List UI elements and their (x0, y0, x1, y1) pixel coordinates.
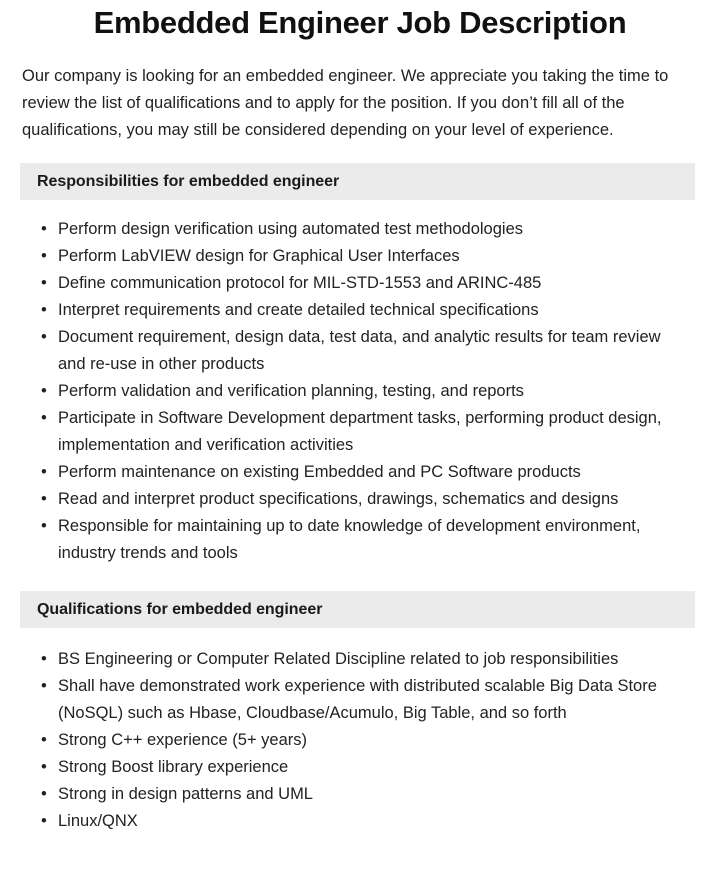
list-item-text: Responsible for maintaining up to date knowledge of development environment, industry trends and tools (58, 517, 641, 562)
list-item (0, 378, 720, 405)
list-item (0, 781, 720, 808)
bullet-icon: • (41, 463, 47, 481)
list-item-text: Participate in Software Development department tasks, performing product design, implementation and verification activities (58, 409, 662, 454)
list-item (0, 459, 720, 486)
bullet-icon: • (41, 677, 47, 695)
bullet-icon: • (41, 650, 47, 668)
section-heading-label: Responsibilities for embedded engineer (37, 172, 340, 190)
list-item-text: Document requirement, design data, test data, and analytic results for team review and re-use in other products (58, 328, 661, 373)
list-item (0, 243, 720, 270)
bullet-icon: • (41, 409, 47, 427)
list-item-text: Perform maintenance on existing Embedded and PC Software products (58, 463, 581, 481)
bullet-icon: • (41, 328, 47, 346)
list-item (0, 216, 720, 243)
list-item-text: Perform design verification using automated test methodologies (58, 220, 524, 238)
list-item-text: Strong C++ experience (5+ years) (58, 731, 308, 749)
list-item-text: Linux/QNX (58, 812, 138, 830)
list-item (0, 297, 720, 324)
list-item (0, 486, 720, 513)
list-item (0, 646, 720, 673)
section-header-qualifications (20, 591, 695, 628)
bullet-icon: • (41, 785, 47, 803)
list-item-text: Interpret requirements and create detailed technical specifications (58, 301, 539, 319)
list-item (0, 270, 720, 297)
bullet-icon: • (41, 731, 47, 749)
bullet-icon: • (41, 274, 47, 292)
list-item (0, 673, 720, 727)
list-item-text: Strong in design patterns and UML (58, 785, 313, 803)
bullet-icon: • (41, 301, 47, 319)
bullet-icon: • (41, 812, 47, 830)
list-item (0, 405, 720, 459)
list-item (0, 324, 720, 378)
list-item-text: Read and interpret product specifications, drawings, schematics and designs (58, 490, 619, 508)
qualifications-list (0, 646, 720, 835)
section-qualifications (0, 591, 720, 835)
list-item (0, 754, 720, 781)
list-item-text: Perform validation and verification planning, testing, and reports (58, 382, 524, 400)
list-item-text: Strong Boost library experience (58, 758, 289, 776)
responsibilities-list (0, 216, 720, 567)
bullet-icon: • (41, 247, 47, 265)
list-item (0, 513, 720, 567)
bullet-icon: • (41, 220, 47, 238)
section-responsibilities (0, 163, 720, 567)
intro-paragraph: Our company is looking for an embedded engineer. We appreciate you taking the time to review the list of qualifications and to apply for the position. If you don’t fill all of the qualifications, you may still be considered depending on your level of experience. (22, 67, 669, 139)
bullet-icon: • (41, 382, 47, 400)
page-title: Embedded Engineer Job Description (93, 5, 627, 40)
list-item-text: Define communication protocol for MIL-STD-1553 and ARINC-485 (58, 274, 542, 292)
list-item-text: BS Engineering or Computer Related Discipline related to job responsibilities (58, 650, 619, 668)
section-header-responsibilities (20, 163, 695, 200)
list-item (0, 808, 720, 835)
bullet-icon: • (41, 490, 47, 508)
list-item-text: Perform LabVIEW design for Graphical User Interfaces (58, 247, 460, 265)
list-item (0, 727, 720, 754)
list-item-text: Shall have demonstrated work experience with distributed scalable Big Data Store (NoSQL) such as Hbase, Cloudbase/Acumulo, Big Table, and so forth (58, 677, 657, 722)
bullet-icon: • (41, 517, 47, 535)
bullet-icon: • (41, 758, 47, 776)
section-heading-label: Qualifications for embedded engineer (37, 600, 323, 618)
